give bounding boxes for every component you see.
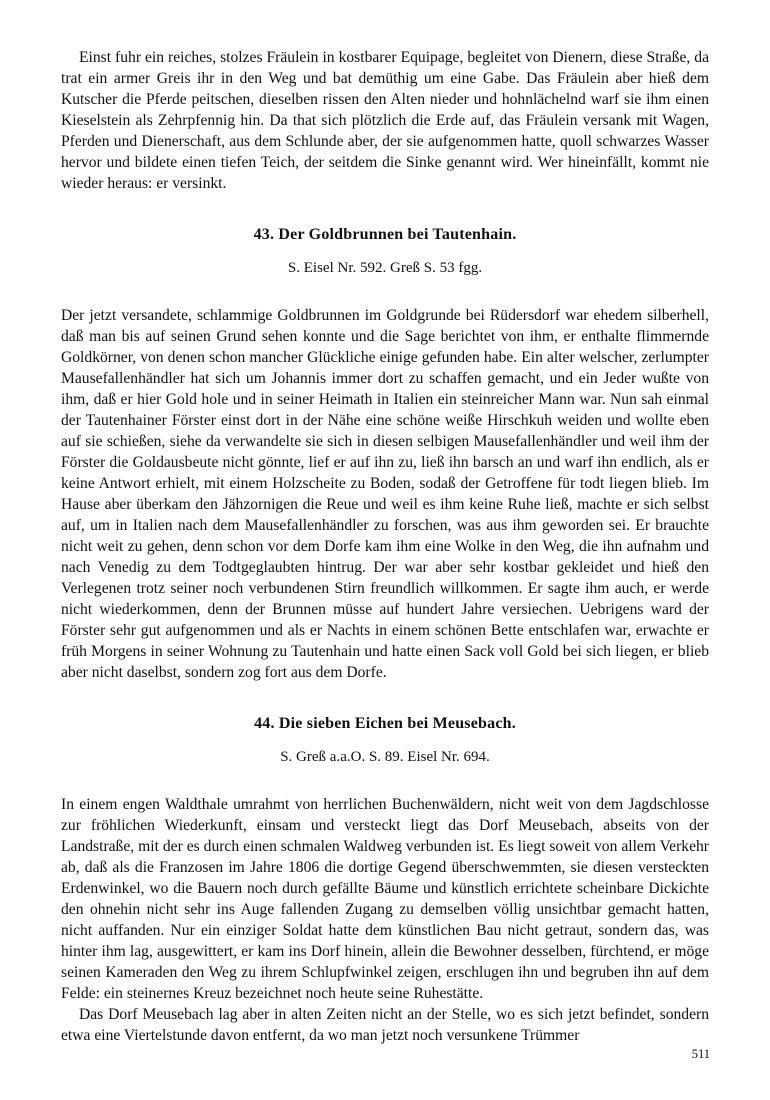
section-44-heading: 44. Die sieben Eichen bei Meusebach. bbox=[254, 715, 516, 732]
section-44-paragraph-2: Das Dorf Meusebach lag aber in alten Zeiten nicht an der Stelle, wo es sich jetzt befindet, sondern etwa eine Viertelstunde davon entfernt, da wo man jetzt noch versunkene Trümmer bbox=[61, 1006, 709, 1044]
section-43-paragraph: Der jetzt versandete, schlammige Goldbrunnen im Goldgrunde bei Rüdersdorf war ehedem silberhell, daß man bis auf seinen Grund sehen konnte und die Sage berichtet von ihm, er enthalte flimmernde Goldkörner, von denen schon mancher Glückliche einige gefunden habe. Ein alter welscher, zerlumpter Mausefallenhändler hat sich um Johannis immer dort zu schaffen gemacht, und ein Jeder wußte von ihm, daß er hier Gold hole und in seiner Heimath in Italien ein steinreicher Mann war. Nun sah einmal der Tautenhainer Förster einst dort in der Nähe eine schöne weiße Hirschkuh weiden und wollte eben auf sie schießen, siehe da verwandelte sie sich in diesen selbigen Mausefallenhändler und weil ihm der Förster die Goldausbeute nicht gönnte, lief er auf ihn zu, ließ ihn barsch an und warf ihn endlich, als er keine Antwort erhielt, mit einem Holzscheite zu Boden, sodaß der Getroffene für todt liegen blieb. Im Hause aber überkam den Jähzornigen die Reue und weil es ihm keine Ruhe ließ, machte er sich selbst auf, um in Italien nach dem Mausefallenhändler zu forschen, was aus ihm geworden sei. Er brauchte nicht weit zu gehen, denn schon vor dem Dorfe kam ihm eine Wolke in den Weg, die ihn aufnahm und nach Venedig zu dem Todtgeglaubten hintrug. Der war aber sehr kostbar gekleidet und hieß den Verlegenen trotz seiner noch verbundenen Stirn freundlich willkommen. Er sagte ihm auch, er werde nicht wiederkommen, denn der Brunnen müsse auf hundert Jahre versiechen. Uebrigens ward der Förster sehr gut aufgenommen und als er Nachts in einem schönen Bette entschlafen war, erwachte er früh Morgens in seiner Wohnung zu Tautenhain und hatte einen Sack voll Gold bei sich liegen, er blieb aber nicht daselbst, sondern zog fort aus dem Dorfe. bbox=[61, 307, 709, 681]
section-43-source-reference: S. Eisel Nr. 592. Greß S. 53 fgg. bbox=[287, 260, 483, 276]
section-44-source-reference: S. Greß a.a.O. S. 89. Eisel Nr. 694. bbox=[280, 749, 490, 765]
intro-paragraph: Einst fuhr ein reiches, stolzes Fräulein in kostbarer Equipage, begleitet von Dienern, diese Straße, da trat ein armer Greis ihr in den Weg und bat demüthig um eine Gabe. Das Fräulein aber hieß dem Kutscher die Pferde peitschen, dieselben rissen den Alten nieder und hohnlächelnd warf sie ihm einen Kieselstein als Zehrpfennig hin. Da that sich plötzlich die Erde auf, das Fräulein versank mit Wagen, Pferden und Dienerschaft, aus dem Schlunde aber, der sie aufgenommen hatte, quoll schwarzes Wasser hervor und bildete einen tiefen Teich, der seitdem die Sinke genannt wird. Wer hineinfällt, kommt nie wieder heraus: er versinkt. bbox=[61, 49, 709, 192]
section-44-paragraph-1: In einem engen Waldthale umrahmt von herrlichen Buchenwäldern, nicht weit von dem Jagdschlosse zur fröhlichen Wiederkunft, einsam und versteckt liegt das Dorf Meusebach, abseits von der Landstraße, mit der es durch einen schmalen Waldweg verbunden ist. Es liegt soweit von allem Verkehr ab, daß als die Franzosen im Jahre 1806 die dortige Gegend überschwemmten, sie diesen versteckten Erdenwinkel, wo die Bauern noch durch gefällte Bäume und künstlich errichtete scheinbare Dickichte den ohnehin nicht sehr ins Auge fallenden Zugang zu demselben völlig unsichtbar gemacht hatten, nicht auffanden. Nur ein einziger Soldat hatte dem künstlichen Bau nicht getraut, sondern das, was hinter ihm lag, ausgewittert, er kam ins Dorf hinein, allein die Bewohner desselben, fürchtend, er möge seinen Kameraden den Weg zu ihrem Schlupfwinkel zeigen, erschlugen ihn und begruben ihn auf dem Felde: ein steinernes Kreuz bezeichnet noch heute seine Ruhestätte. bbox=[61, 796, 709, 1002]
page-number: 511 bbox=[691, 1047, 710, 1061]
section-43-heading: 43. Der Goldbrunnen bei Tautenhain. bbox=[253, 226, 517, 243]
text-column bbox=[61, 47, 709, 1046]
